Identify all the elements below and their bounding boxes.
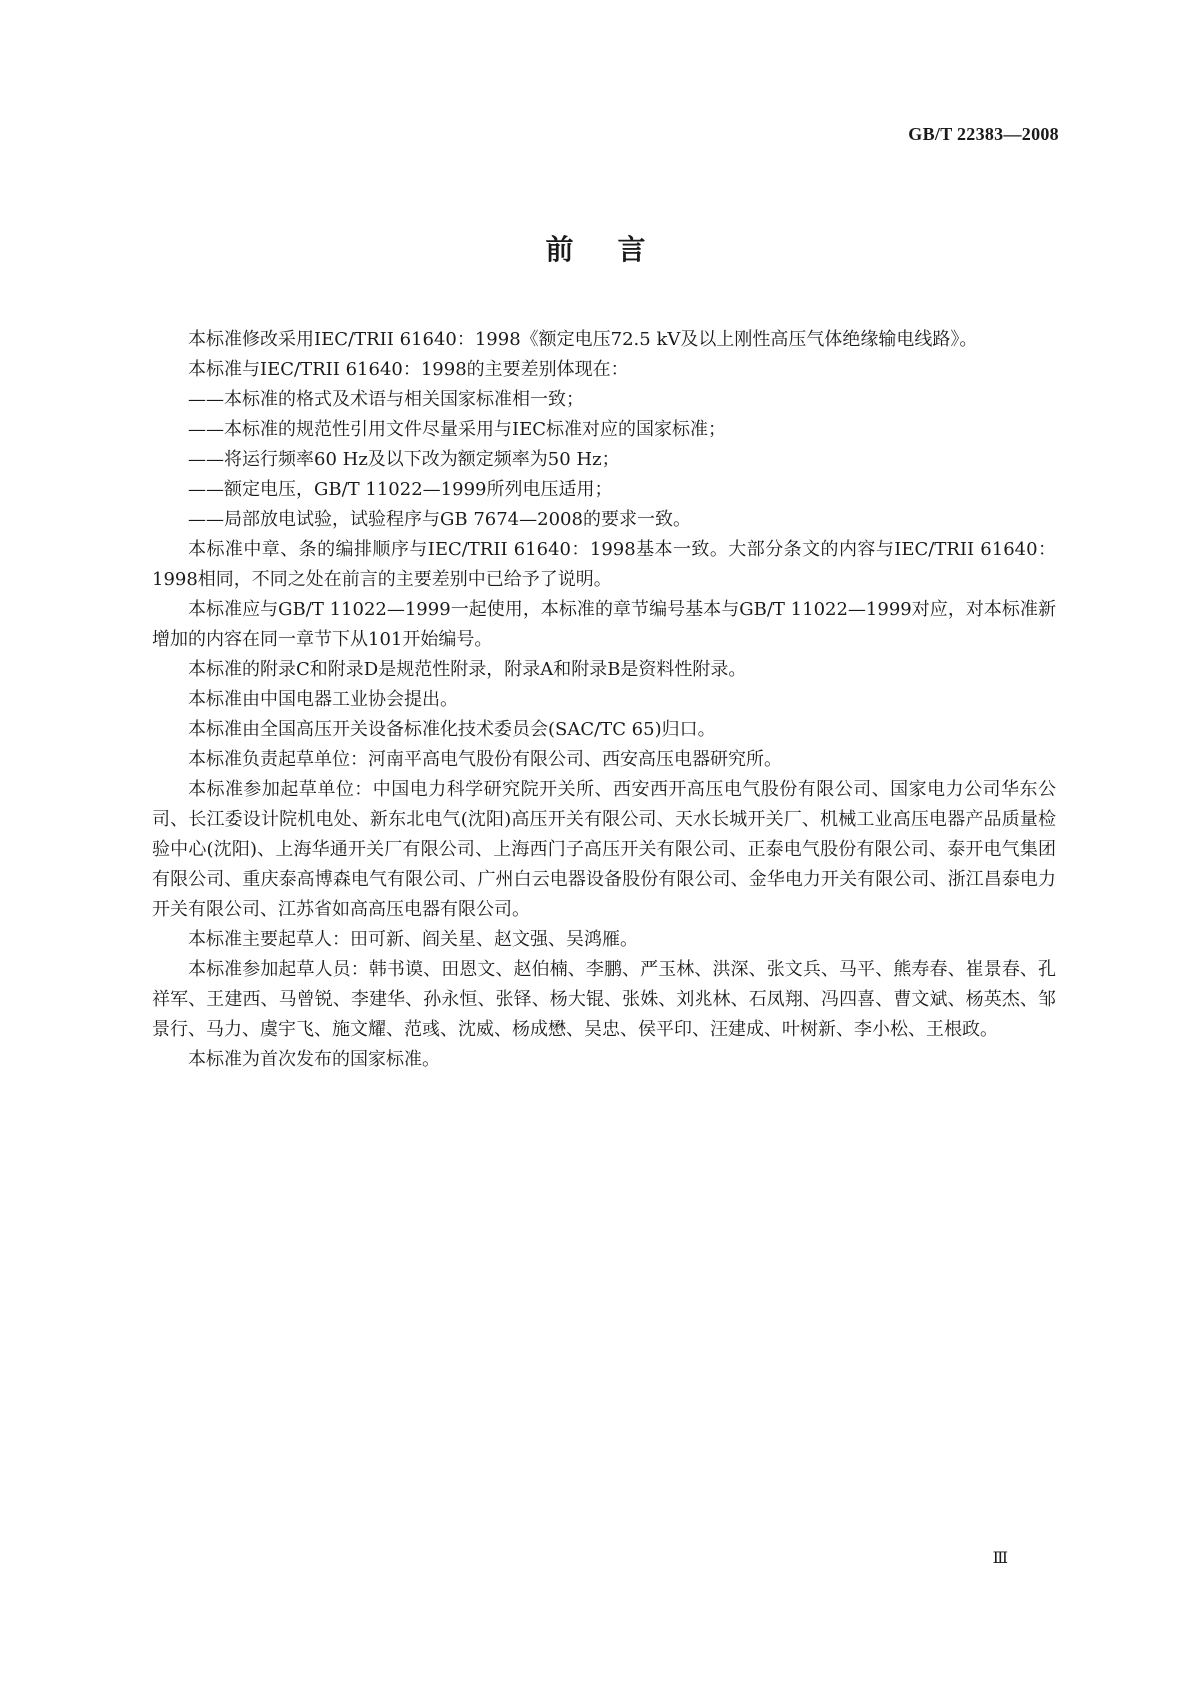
foreword-body [152, 325, 1056, 1075]
paragraph: 本标准与IEC/TRII 61640：1998的主要差别体现在： [188, 359, 629, 380]
paragraph: 本标准的附录C和附录D是规范性附录，附录A和附录B是资料性附录。 [188, 659, 747, 680]
page-number: Ⅲ [992, 1550, 1008, 1567]
paragraph: 本标准参加起草单位：中国电力科学研究院开关所、西安西开高压电气股份有限公司、国家电力公司华东公司、长江委设计院机电处、新东北电气(沈阳)高压开关有限公司、天水长城开关厂、机械工业高压电器产品质量检验中心(沈阳)、上海华通开关厂有限公司、上海西门子高压开关有限公司、正泰电气股份有限公司、泰开电气集团有限公司、重庆泰高博森电气有限公司、广州白云电器设备股份有限公司、金华电力开关有限公司、浙江昌泰电力开关有限公司、江苏省如高高压电器有限公司。 [152, 779, 1056, 920]
paragraph: 本标准由中国电器工业协会提出。 [188, 689, 458, 710]
page-title: 前言 [545, 233, 690, 266]
paragraph: 本标准应与GB/T 11022—1999一起使用，本标准的章节编号基本与GB/T 11022—1999对应，对本标准新增加的内容在同一章节下从101开始编号。 [152, 599, 1056, 650]
list-item: ——额定电压，GB/T 11022—1999所列电压适用； [188, 479, 613, 500]
paragraph: 本标准中章、条的编排顺序与IEC/TRII 61640：1998基本一致。大部分条文的内容与IEC/TRII 61640：1998相同，不同之处在前言的主要差别中已给予了说明。 [152, 539, 1056, 590]
list-item: ——局部放电试验，试验程序与GB 7674—2008的要求一致。 [188, 509, 691, 530]
list-item: ——本标准的格式及术语与相关国家标准相一致； [188, 389, 584, 410]
paragraph: 本标准主要起草人：田可新、阎关星、赵文强、吴鸿雁。 [188, 929, 638, 950]
paragraph: 本标准参加起草人员：韩书谟、田恩文、赵伯楠、李鹏、严玉林、洪深、张文兵、马平、熊寿春、崔景春、孔祥军、王建西、马曾锐、李建华、孙永恒、张铎、杨大锟、张姝、刘兆林、石凤翔、冯四喜、曹文斌、杨英杰、邹景行、马力、虞宇飞、施文耀、范彧、沈威、杨成懋、吴忠、侯平印、汪建成、叶树新、李小松、王根政。 [152, 959, 1056, 1040]
paragraph: 本标准由全国高压开关设备标准化技术委员会(SAC/TC 65)归口。 [188, 719, 716, 740]
list-item: ——将运行频率60 Hz及以下改为额定频率为50 Hz； [188, 449, 620, 470]
paragraph: 本标准负责起草单位：河南平高电气股份有限公司、西安高压电器研究所。 [188, 749, 782, 770]
paragraph: 本标准为首次发布的国家标准。 [188, 1049, 440, 1070]
list-item: ——本标准的规范性引用文件尽量采用与IEC标准对应的国家标准； [188, 419, 727, 440]
standard-code: GB/T 22383—2008 [908, 124, 1059, 144]
paragraph: 本标准修改采用IEC/TRII 61640：1998《额定电压72.5 kV及以上刚性高压气体绝缘输电线路》。 [188, 329, 978, 350]
